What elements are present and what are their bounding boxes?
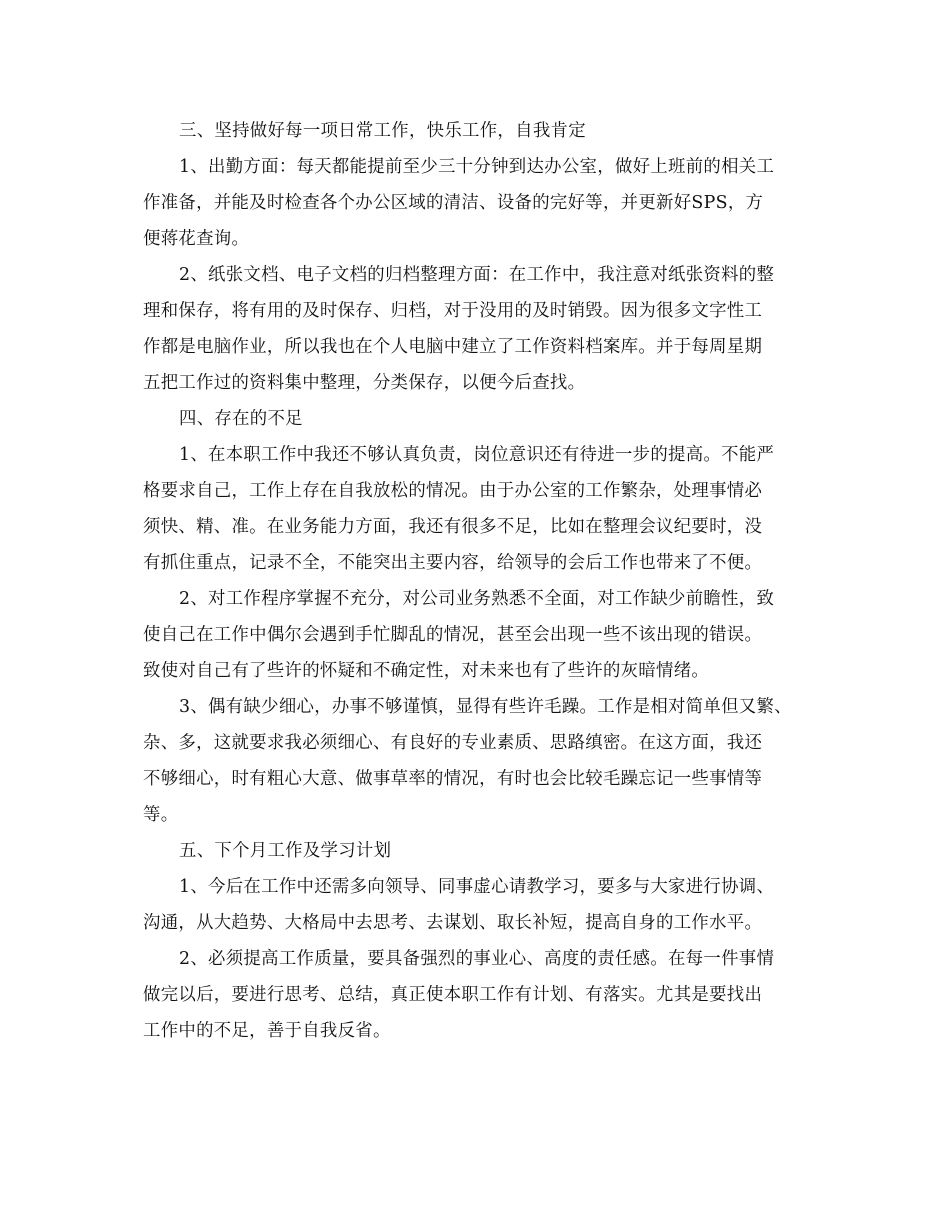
section-heading-5: 五、下个月工作及学习计划 [179,841,392,861]
paragraph-line: 致使对自己有了些许的怀疑和不确定性，对未来也有了些许的灰暗情绪。 [143,661,710,681]
paragraph-line: 作都是电脑作业，所以我也在个人电脑中建立了工作资料档案库。并于每周星期 [143,337,763,357]
paragraph-line: 理和保存，将有用的及时保存、归档，对于没用的及时销毁。因为很多文字性工 [143,301,763,321]
paragraph-line: 1、在本职工作中我还不够认真负责，岗位意识还有待进一步的提高。不能严 [179,445,775,465]
paragraph-line: 五把工作过的资料集中整理，分类保存，以便今后查找。 [143,373,586,393]
paragraph-line: 格要求自己，工作上存在自我放松的情况。由于办公室的工作繁杂，处理事情必 [143,481,763,501]
paragraph-line: 杂、多，这就要求我必须细心、有良好的专业素质、思路缜密。在这方面，我还 [143,733,763,753]
paragraph-line: 做完以后，要进行思考、总结，真正使本职工作有计划、有落实。尤其是要找出 [143,985,763,1005]
paragraph-line: 便蒋花查询。 [143,229,250,249]
paragraph-line: 2、对工作程序掌握不充分，对公司业务熟悉不全面，对工作缺少前瞻性，致 [179,589,775,609]
paragraph-line: 工作中的不足，善于自我反省。 [143,1021,391,1041]
paragraph-line: 1、今后在工作中还需多向领导、同事虚心请教学习，要多与大家进行协调、 [179,877,775,897]
paragraph-line: 沟通，从大趋势、大格局中去思考、去谋划、取长补短，提高自身的工作水平。 [143,913,763,933]
paragraph-line: 作准备，并能及时检查各个办公区域的清洁、设备的完好等，并更新好SPS，方 [143,193,764,213]
paragraph-line: 2、必须提高工作质量，要具备强烈的事业心、高度的责任感。在每一件事情 [179,949,775,969]
paragraph-line: 3、偶有缺少细心，办事不够谨慎，显得有些许毛躁。工作是相对简单但又繁、 [179,697,792,717]
paragraph-line: 等。 [143,805,179,825]
paragraph-line: 须快、精、准。在业务能力方面，我还有很多不足，比如在整理会议纪要时，没 [143,517,763,537]
paragraph-line: 1、出勤方面：每天都能提前至少三十分钟到达办公室，做好上班前的相关工 [179,157,775,177]
section-heading-3: 三、坚持做好每一项日常工作，快乐工作，自我肯定 [179,121,586,141]
paragraph-line: 有抓住重点，记录不全，不能突出主要内容，给领导的会后工作也带来了不便。 [143,553,763,573]
paragraph-line: 使自己在工作中偶尔会遇到手忙脚乱的情况，甚至会出现一些不该出现的错误。 [143,625,763,645]
section-heading-4: 四、存在的不足 [179,409,303,429]
paragraph-line: 2、纸张文档、电子文档的归档整理方面：在工作中，我注意对纸张资料的整 [179,265,775,285]
paragraph-line: 不够细心，时有粗心大意、做事草率的情况，有时也会比较毛躁忘记一些事情等 [143,769,763,789]
